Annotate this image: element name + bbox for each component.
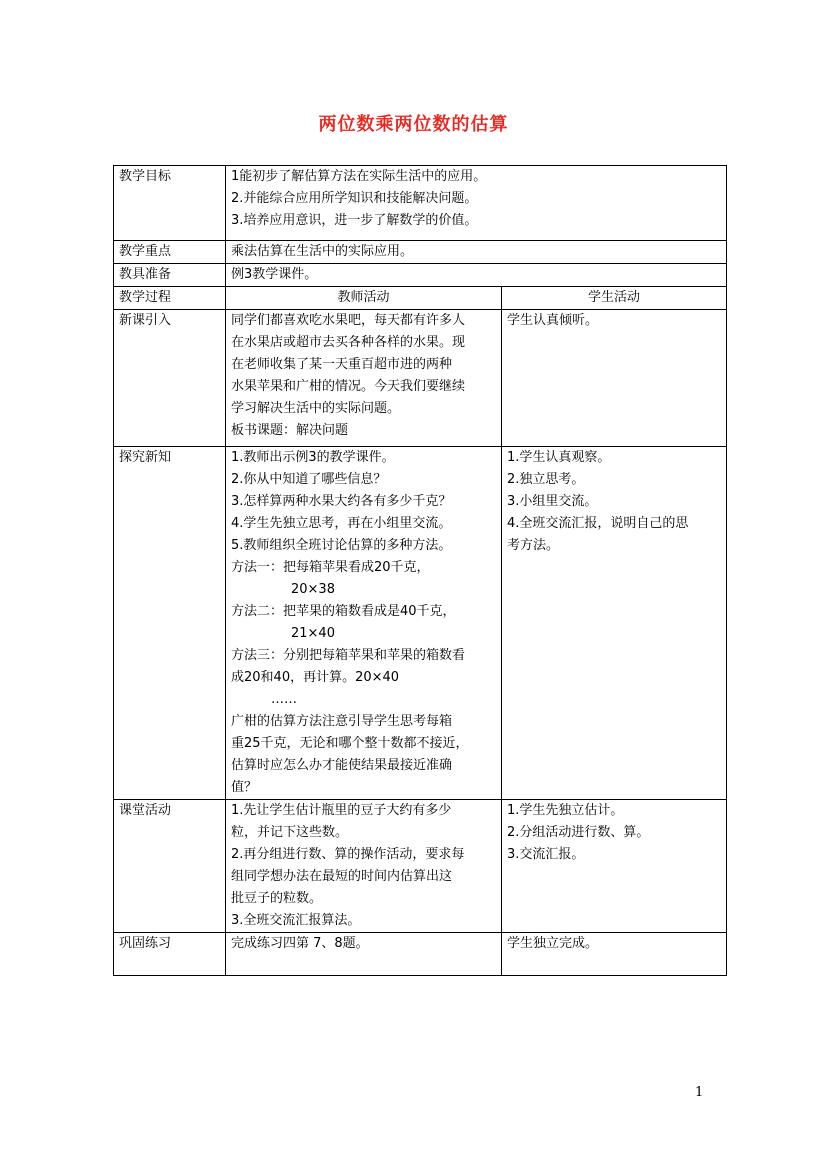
student-line: 1.学生认真观察。 [507,450,611,465]
table-row-materials [114,264,727,287]
materials-label: 教具准备 [114,264,226,287]
teacher-line: 学习解决生活中的实际问题。 [231,401,401,416]
teacher-line: 批豆子的粒数。 [231,891,323,906]
teacher-line: 重25千克，无论和哪个整十数都不接近， [231,736,469,751]
teacher-line: …… [271,692,297,707]
student-line: 1.学生先独立估计。 [507,803,624,818]
focus-content: 乘法估算在生活中的实际应用。 [226,241,727,264]
table-row-practice [114,933,727,976]
teacher-line: 2.你从中知道了哪些信息？ [231,472,387,487]
student-activity-header: 学生活动 [502,287,727,310]
teacher-line: 4.学生先独立思考，再在小组里交流。 [231,516,452,531]
explore-student [502,447,727,800]
objective-line: 3.培养应用意识，进一步了解数学的价值。 [231,213,478,228]
teacher-line: 水果苹果和广柑的情况。今天我们要继续 [231,379,466,394]
teacher-line: 方法三：分别把每箱苹果和苹果的箱数看 [231,648,466,663]
intro-student [502,310,727,447]
explore-teacher [226,447,502,800]
materials-content: 例3教学课件。 [226,264,727,287]
teacher-line: 3.全班交流汇报算法。 [231,913,361,928]
student-line: 2.分组活动进行数、算。 [507,825,650,840]
process-label: 教学过程 [114,287,226,310]
objectives-label: 教学目标 [114,166,226,241]
explore-label: 探究新知 [114,447,226,800]
teacher-line: 1.教师出示例3的教学课件。 [231,450,395,465]
teacher-line: 板书课题：解决问题 [231,423,349,438]
practice-student: 学生独立完成。 [502,933,727,976]
objectives-content [226,166,727,241]
teacher-activity-header: 教师活动 [226,287,502,310]
teacher-line: 在水果店或超市去买各种各样的水果。现 [231,335,466,350]
table-row-activity [114,800,727,933]
teacher-line: 估算时应怎么办才能使结果最接近准确 [231,758,453,773]
teacher-line: 方法一：把每箱苹果看成20千克， [231,560,430,575]
teacher-line: 成20和40，再计算。20×40 [231,670,400,685]
page-title: 两位数乘两位数的估算 [318,114,509,135]
lesson-plan-table [113,165,727,976]
student-line: 4.全班交流汇报，说明自己的思 [507,516,689,531]
teacher-line: 在老师收集了某一天重百超市进的两种 [231,357,453,372]
student-line: 学生认真倾听。 [507,313,599,328]
practice-teacher: 完成练习四第 7、8题。 [226,933,502,976]
focus-label: 教学重点 [114,241,226,264]
teacher-line: 方法二：把苹果的箱数看成是40千克， [231,604,456,619]
activity-teacher [226,800,502,933]
table-row-focus [114,241,727,264]
activity-label: 课堂活动 [114,800,226,933]
table-row-process-header [114,287,727,310]
teacher-line: 同学们都喜欢吃水果吧，每天都有许多人 [231,313,466,328]
teacher-line: 广柑的估算方法注意引导学生思考每箱 [231,714,453,729]
teacher-line: 1.先让学生估计瓶里的豆子大约有多少 [231,803,452,818]
objective-line: 2.并能综合应用所学知识和技能解决问题。 [231,191,478,206]
teacher-line: 20×38 [291,582,335,597]
table-row-objectives [114,166,727,241]
objective-line: 1能初步了解估算方法在实际生活中的应用。 [231,169,487,184]
teacher-line: 组同学想办法在最短的时间内估算出这 [231,869,453,884]
teacher-line: 值？ [231,780,258,795]
intro-label: 新课引入 [114,310,226,447]
student-line: 3.交流汇报。 [507,847,585,862]
student-line: 考方法。 [507,538,560,553]
student-line: 2.独立思考。 [507,472,585,487]
practice-label: 巩固练习 [114,933,226,976]
activity-student [502,800,727,933]
table-row-explore [114,447,727,800]
teacher-line: 2.再分组进行数、算的操作活动，要求每 [231,847,465,862]
intro-teacher [226,310,502,447]
table-row-intro [114,310,727,447]
teacher-line: 3.怎样算两种水果大约各有多少千克？ [231,494,452,509]
teacher-line: 21×40 [291,626,335,641]
student-line: 3.小组里交流。 [507,494,598,509]
teacher-line: 粒，并记下这些数。 [231,825,349,840]
teacher-line: 5.教师组织全班讨论估算的多种方法。 [231,538,452,553]
page-number: 1 [695,1085,704,1100]
